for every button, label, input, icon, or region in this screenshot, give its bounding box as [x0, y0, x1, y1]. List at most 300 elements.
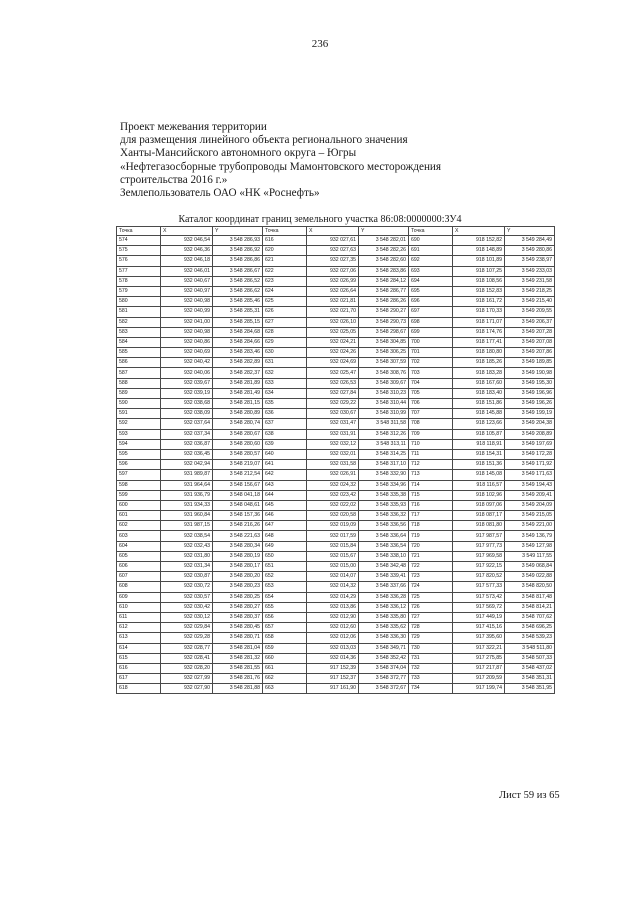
- cell-x: 932 015,00: [307, 562, 359, 572]
- cell-y: 3 549 207,08: [505, 337, 555, 347]
- cell-x: 932 026,64: [307, 286, 359, 296]
- cell-point: 710: [409, 439, 453, 449]
- cell-point: 586: [117, 358, 161, 368]
- cell-y: 3 548 335,62: [359, 623, 409, 633]
- cell-point: 653: [263, 582, 307, 592]
- cell-y: 3 548 284,12: [359, 276, 409, 286]
- cell-x: 931 934,33: [161, 500, 213, 510]
- table-row: [117, 460, 555, 470]
- cell-y: 3 549 218,25: [505, 286, 555, 296]
- cell-y: 3 549 068,84: [505, 562, 555, 572]
- column-header-point: Точка: [263, 227, 307, 236]
- table-row: [117, 409, 555, 419]
- table-row: [117, 572, 555, 582]
- cell-y: 3 548 048,61: [213, 500, 263, 510]
- cell-y: 3 549 117,55: [505, 551, 555, 561]
- cell-x: 918 148,89: [453, 246, 505, 256]
- cell-point: 648: [263, 531, 307, 541]
- cell-x: 932 046,36: [161, 246, 213, 256]
- cell-y: 3 549 190,98: [505, 368, 555, 378]
- cell-point: 639: [263, 439, 307, 449]
- cell-y: 3 548 306,25: [359, 348, 409, 358]
- cell-point: 615: [117, 653, 161, 663]
- cell-point: 584: [117, 337, 161, 347]
- table-row: [117, 449, 555, 459]
- cell-x: 932 037,34: [161, 429, 213, 439]
- table-row: [117, 612, 555, 622]
- column-header-x: X: [307, 227, 359, 236]
- cell-y: 3 548 696,25: [505, 623, 555, 633]
- cell-x: 932 046,54: [161, 236, 213, 246]
- cell-x: 918 161,72: [453, 297, 505, 307]
- cell-point: 616: [117, 663, 161, 673]
- table-row: [117, 592, 555, 602]
- cell-point: 655: [263, 602, 307, 612]
- cell-point: 642: [263, 470, 307, 480]
- sheet-counter: Лист 59 из 65: [499, 790, 560, 801]
- cell-point: 697: [409, 307, 453, 317]
- cell-point: 640: [263, 449, 307, 459]
- cell-y: 3 549 233,03: [505, 266, 555, 276]
- cell-point: 603: [117, 531, 161, 541]
- cell-point: 716: [409, 500, 453, 510]
- table-row: [117, 358, 555, 368]
- cell-y: 3 549 136,79: [505, 531, 555, 541]
- cell-x: 918 105,87: [453, 429, 505, 439]
- cell-x: 918 174,76: [453, 327, 505, 337]
- cell-y: 3 549 196,26: [505, 399, 555, 409]
- cell-x: 932 040,99: [161, 307, 213, 317]
- cell-point: 575: [117, 246, 161, 256]
- cell-x: 932 038,09: [161, 409, 213, 419]
- cell-y: 3 548 281,32: [213, 653, 263, 663]
- cell-x: 917 152,37: [307, 674, 359, 684]
- cell-y: 3 548 349,71: [359, 643, 409, 653]
- cell-point: 702: [409, 358, 453, 368]
- table-caption: Каталог координат границ земельного участка 86:08:0000000:ЗУ4: [178, 214, 462, 225]
- cell-point: 606: [117, 562, 161, 572]
- cell-y: 3 548 280,89: [213, 409, 263, 419]
- cell-point: 641: [263, 460, 307, 470]
- cell-x: 918 116,57: [453, 480, 505, 490]
- table-row: [117, 643, 555, 653]
- cell-y: 3 549 238,97: [505, 256, 555, 266]
- table-row: [117, 684, 555, 694]
- cell-x: 918 154,31: [453, 449, 505, 459]
- table-row: [117, 429, 555, 439]
- cell-x: 918 081,80: [453, 521, 505, 531]
- cell-x: 918 183,40: [453, 388, 505, 398]
- cell-point: 715: [409, 490, 453, 500]
- cell-x: 932 023,42: [307, 490, 359, 500]
- cell-y: 3 548 281,15: [213, 399, 263, 409]
- header-line: Землепользователь ОАО «НК «Роснефть»: [120, 187, 320, 200]
- coordinates-table-container: [116, 226, 555, 694]
- cell-x: 932 021,81: [307, 297, 359, 307]
- cell-y: 3 548 335,38: [359, 490, 409, 500]
- cell-x: 932 031,58: [307, 460, 359, 470]
- cell-point: 660: [263, 653, 307, 663]
- table-row: [117, 236, 555, 246]
- cell-y: 3 548 351,31: [505, 674, 555, 684]
- cell-point: 651: [263, 562, 307, 572]
- cell-x: 918 180,80: [453, 348, 505, 358]
- cell-y: 3 548 334,96: [359, 480, 409, 490]
- table-row: [117, 663, 555, 673]
- cell-y: 3 548 336,32: [359, 511, 409, 521]
- cell-point: 646: [263, 511, 307, 521]
- cell-x: 932 026,91: [307, 470, 359, 480]
- table-row: [117, 490, 555, 500]
- cell-y: 3 548 337,66: [359, 582, 409, 592]
- cell-x: 918 145,08: [453, 470, 505, 480]
- cell-y: 3 548 372,77: [359, 674, 409, 684]
- cell-x: 932 026,53: [307, 378, 359, 388]
- cell-y: 3 548 335,93: [359, 500, 409, 510]
- cell-y: 3 548 281,49: [213, 388, 263, 398]
- cell-y: 3 548 336,54: [359, 541, 409, 551]
- cell-point: 577: [117, 266, 161, 276]
- cell-x: 932 021,70: [307, 307, 359, 317]
- cell-point: 690: [409, 236, 453, 246]
- cell-y: 3 548 817,48: [505, 592, 555, 602]
- table-row: [117, 337, 555, 347]
- cell-y: 3 548 437,02: [505, 663, 555, 673]
- cell-point: 734: [409, 684, 453, 694]
- cell-x: 918 152,82: [453, 236, 505, 246]
- cell-x: 918 152,83: [453, 286, 505, 296]
- cell-y: 3 548 309,67: [359, 378, 409, 388]
- cell-y: 3 548 280,20: [213, 572, 263, 582]
- cell-x: 918 171,07: [453, 317, 505, 327]
- cell-point: 582: [117, 317, 161, 327]
- cell-y: 3 549 127,98: [505, 541, 555, 551]
- cell-y: 3 549 197,69: [505, 439, 555, 449]
- table-row: [117, 368, 555, 378]
- project-header: [120, 121, 560, 200]
- cell-x: 918 102,96: [453, 490, 505, 500]
- header-line: для размещения линейного объекта регионального значения: [120, 134, 408, 147]
- cell-y: 3 549 209,41: [505, 490, 555, 500]
- cell-point: 601: [117, 511, 161, 521]
- cell-point: 728: [409, 623, 453, 633]
- cell-point: 654: [263, 592, 307, 602]
- cell-y: 3 549 195,30: [505, 378, 555, 388]
- cell-x: 917 152,39: [307, 663, 359, 673]
- cell-point: 693: [409, 266, 453, 276]
- cell-y: 3 548 317,10: [359, 460, 409, 470]
- cell-y: 3 548 285,15: [213, 317, 263, 327]
- cell-x: 932 027,35: [307, 256, 359, 266]
- cell-point: 613: [117, 633, 161, 643]
- cell-x: 932 029,84: [161, 623, 213, 633]
- cell-point: 637: [263, 419, 307, 429]
- cell-x: 918 167,60: [453, 378, 505, 388]
- cell-y: 3 548 280,25: [213, 592, 263, 602]
- cell-point: 663: [263, 684, 307, 694]
- cell-point: 659: [263, 643, 307, 653]
- table-row: [117, 674, 555, 684]
- cell-point: 725: [409, 592, 453, 602]
- cell-point: 724: [409, 582, 453, 592]
- cell-x: 932 041,00: [161, 317, 213, 327]
- cell-x: 918 107,25: [453, 266, 505, 276]
- cell-point: 612: [117, 623, 161, 633]
- table-row: [117, 541, 555, 551]
- cell-y: 3 548 290,27: [359, 307, 409, 317]
- cell-x: 932 040,67: [161, 276, 213, 286]
- cell-y: 3 548 280,67: [213, 429, 263, 439]
- cell-x: 932 036,87: [161, 439, 213, 449]
- cell-y: 3 548 286,77: [359, 286, 409, 296]
- cell-x: 932 038,54: [161, 531, 213, 541]
- cell-x: 932 040,42: [161, 358, 213, 368]
- table-row: [117, 256, 555, 266]
- cell-y: 3 549 189,85: [505, 358, 555, 368]
- cell-point: 618: [117, 684, 161, 694]
- column-header-y: Y: [359, 227, 409, 236]
- cell-point: 647: [263, 521, 307, 531]
- cell-point: 638: [263, 429, 307, 439]
- cell-point: 588: [117, 378, 161, 388]
- table-row: [117, 511, 555, 521]
- cell-y: 3 549 207,28: [505, 327, 555, 337]
- table-body: [117, 236, 555, 694]
- cell-x: 932 032,43: [161, 541, 213, 551]
- cell-y: 3 548 280,23: [213, 582, 263, 592]
- cell-x: 932 030,42: [161, 602, 213, 612]
- table-row: [117, 378, 555, 388]
- page-number: 236: [311, 38, 329, 50]
- column-header-y: Y: [505, 227, 555, 236]
- cell-x: 918 101,89: [453, 256, 505, 266]
- cell-x: 932 046,01: [161, 266, 213, 276]
- cell-x: 917 573,42: [453, 592, 505, 602]
- cell-y: 3 549 284,49: [505, 236, 555, 246]
- table-row: [117, 266, 555, 276]
- cell-x: 932 024,69: [307, 358, 359, 368]
- cell-x: 932 039,19: [161, 388, 213, 398]
- cell-x: 932 040,86: [161, 337, 213, 347]
- cell-point: 700: [409, 337, 453, 347]
- cell-point: 617: [117, 674, 161, 684]
- cell-point: 733: [409, 674, 453, 684]
- cell-x: 932 030,72: [161, 582, 213, 592]
- column-header-point: Точка: [409, 227, 453, 236]
- cell-point: 585: [117, 348, 161, 358]
- cell-point: 721: [409, 551, 453, 561]
- cell-y: 3 548 820,50: [505, 582, 555, 592]
- cell-y: 3 549 022,88: [505, 572, 555, 582]
- cell-y: 3 548 336,12: [359, 602, 409, 612]
- cell-x: 918 183,28: [453, 368, 505, 378]
- cell-y: 3 548 281,04: [213, 643, 263, 653]
- cell-y: 3 548 281,89: [213, 378, 263, 388]
- cell-y: 3 549 171,92: [505, 460, 555, 470]
- column-header-point: Точка: [117, 227, 161, 236]
- table-row: [117, 327, 555, 337]
- cell-point: 620: [263, 246, 307, 256]
- table-row: [117, 307, 555, 317]
- table-row: [117, 439, 555, 449]
- table-row: [117, 470, 555, 480]
- header-line: «Нефтегазосборные трубопроводы Мамонтовского месторождения: [120, 160, 442, 173]
- cell-x: 918 151,86: [453, 399, 505, 409]
- cell-point: 707: [409, 409, 453, 419]
- cell-x: 932 014,32: [307, 582, 359, 592]
- cell-x: 932 027,99: [161, 674, 213, 684]
- cell-x: 918 170,33: [453, 307, 505, 317]
- cell-point: 703: [409, 368, 453, 378]
- table-row: [117, 531, 555, 541]
- cell-point: 714: [409, 480, 453, 490]
- cell-y: 3 548 284,66: [213, 337, 263, 347]
- cell-point: 627: [263, 317, 307, 327]
- cell-point: 719: [409, 531, 453, 541]
- cell-y: 3 548 280,19: [213, 551, 263, 561]
- cell-y: 3 549 231,58: [505, 276, 555, 286]
- cell-y: 3 548 511,80: [505, 643, 555, 653]
- cell-point: 643: [263, 480, 307, 490]
- table-row: [117, 582, 555, 592]
- cell-point: 611: [117, 612, 161, 622]
- cell-y: 3 548 707,62: [505, 612, 555, 622]
- cell-y: 3 548 282,01: [359, 236, 409, 246]
- cell-point: 691: [409, 246, 453, 256]
- cell-y: 3 548 212,54: [213, 470, 263, 480]
- cell-y: 3 548 221,63: [213, 531, 263, 541]
- cell-x: 918 185,26: [453, 358, 505, 368]
- cell-y: 3 548 285,46: [213, 297, 263, 307]
- cell-x: 932 028,20: [161, 663, 213, 673]
- cell-point: 649: [263, 541, 307, 551]
- cell-point: 694: [409, 276, 453, 286]
- cell-point: 720: [409, 541, 453, 551]
- cell-y: 3 548 280,34: [213, 541, 263, 551]
- cell-x: 932 038,68: [161, 399, 213, 409]
- cell-x: 917 322,21: [453, 643, 505, 653]
- cell-point: 708: [409, 419, 453, 429]
- cell-point: 698: [409, 317, 453, 327]
- cell-point: 616: [263, 236, 307, 246]
- cell-point: 631: [263, 358, 307, 368]
- cell-x: 917 922,15: [453, 562, 505, 572]
- cell-point: 656: [263, 612, 307, 622]
- cell-point: 711: [409, 449, 453, 459]
- cell-x: 932 032,01: [307, 449, 359, 459]
- cell-x: 932 013,03: [307, 643, 359, 653]
- cell-x: 932 025,47: [307, 368, 359, 378]
- cell-point: 583: [117, 327, 161, 337]
- cell-point: 600: [117, 500, 161, 510]
- cell-x: 917 569,72: [453, 602, 505, 612]
- cell-x: 931 936,79: [161, 490, 213, 500]
- cell-x: 932 027,84: [307, 388, 359, 398]
- cell-point: 692: [409, 256, 453, 266]
- table-row: [117, 419, 555, 429]
- cell-x: 932 039,67: [161, 378, 213, 388]
- cell-x: 932 040,97: [161, 286, 213, 296]
- cell-point: 722: [409, 562, 453, 572]
- cell-point: 592: [117, 419, 161, 429]
- cell-x: 932 027,06: [307, 266, 359, 276]
- cell-y: 3 549 171,63: [505, 470, 555, 480]
- cell-x: 932 030,12: [161, 612, 213, 622]
- cell-point: 695: [409, 286, 453, 296]
- cell-x: 932 042,94: [161, 460, 213, 470]
- cell-x: 918 108,56: [453, 276, 505, 286]
- cell-x: 918 145,88: [453, 409, 505, 419]
- cell-point: 602: [117, 521, 161, 531]
- cell-x: 932 029,22: [307, 399, 359, 409]
- cell-x: 932 019,09: [307, 521, 359, 531]
- cell-x: 932 031,47: [307, 419, 359, 429]
- cell-y: 3 548 539,23: [505, 633, 555, 643]
- cell-y: 3 548 310,99: [359, 409, 409, 419]
- cell-x: 917 209,59: [453, 674, 505, 684]
- cell-point: 731: [409, 653, 453, 663]
- cell-point: 574: [117, 236, 161, 246]
- table-row: [117, 286, 555, 296]
- cell-y: 3 548 284,68: [213, 327, 263, 337]
- cell-y: 3 548 281,55: [213, 663, 263, 673]
- cell-point: 645: [263, 500, 307, 510]
- cell-y: 3 548 335,80: [359, 612, 409, 622]
- cell-x: 917 820,52: [453, 572, 505, 582]
- cell-y: 3 549 280,86: [505, 246, 555, 256]
- cell-point: 705: [409, 388, 453, 398]
- cell-point: 626: [263, 307, 307, 317]
- cell-y: 3 548 308,76: [359, 368, 409, 378]
- cell-y: 3 548 280,17: [213, 562, 263, 572]
- cell-x: 932 026,99: [307, 276, 359, 286]
- cell-x: 917 395,60: [453, 633, 505, 643]
- cell-point: 589: [117, 388, 161, 398]
- table-row: [117, 388, 555, 398]
- cell-point: 578: [117, 276, 161, 286]
- cell-x: 932 012,60: [307, 623, 359, 633]
- cell-y: 3 548 336,28: [359, 592, 409, 602]
- cell-y: 3 549 221,00: [505, 521, 555, 531]
- cell-x: 932 013,86: [307, 602, 359, 612]
- cell-x: 932 027,90: [161, 684, 213, 694]
- cell-x: 918 123,66: [453, 419, 505, 429]
- cell-y: 3 548 286,86: [213, 256, 263, 266]
- cell-x: 932 032,12: [307, 439, 359, 449]
- cell-point: 608: [117, 582, 161, 592]
- cell-y: 3 548 286,52: [213, 276, 263, 286]
- cell-point: 610: [117, 602, 161, 612]
- cell-point: 593: [117, 429, 161, 439]
- cell-y: 3 548 156,67: [213, 480, 263, 490]
- cell-point: 609: [117, 592, 161, 602]
- cell-x: 918 151,36: [453, 460, 505, 470]
- cell-point: 658: [263, 633, 307, 643]
- table-row: [117, 602, 555, 612]
- table-row: [117, 480, 555, 490]
- cell-point: 604: [117, 541, 161, 551]
- cell-point: 696: [409, 297, 453, 307]
- cell-x: 932 026,10: [307, 317, 359, 327]
- cell-x: 932 036,45: [161, 449, 213, 459]
- cell-x: 932 028,77: [161, 643, 213, 653]
- table-row: [117, 246, 555, 256]
- cell-y: 3 549 206,37: [505, 317, 555, 327]
- header-line: строительства 2016 г.»: [120, 173, 228, 186]
- cell-x: 932 037,64: [161, 419, 213, 429]
- cell-point: 657: [263, 623, 307, 633]
- cell-y: 3 548 336,64: [359, 531, 409, 541]
